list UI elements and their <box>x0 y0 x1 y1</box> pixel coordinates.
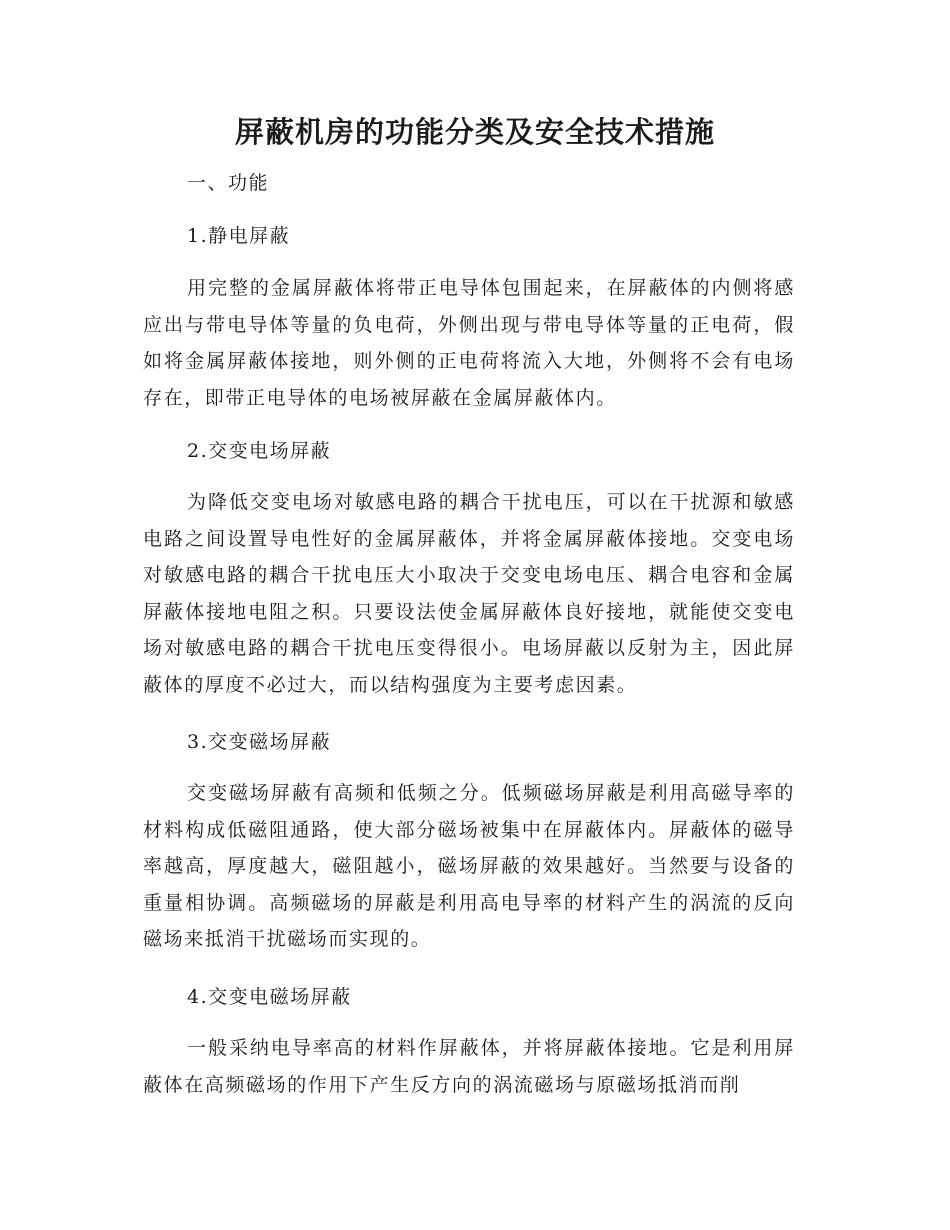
paragraph-ac-magnetic: 交变磁场屏蔽有高频和低频之分。低频磁场屏蔽是利用高磁导率的材料构成低磁阻通路，使大部分磁场被集中在屏蔽体内。屏蔽体的磁导率越高，厚度越大，磁阻越小，磁场屏蔽的效果越好。当然要与设备的重量相协调。高频磁场的屏蔽是利用高电导率的材料产生的涡流的反向磁场来抵消干扰磁场而实现的。 <box>143 782 795 950</box>
section-heading: 一、功能 <box>187 172 270 194</box>
subsection-heading-ac-electromagnetic: 4.交变电磁场屏蔽 <box>187 986 352 1008</box>
subsection-heading-electrostatic: 1.静电屏蔽 <box>187 225 291 247</box>
subsection-heading-ac-magnetic: 3.交变磁场屏蔽 <box>187 731 332 753</box>
paragraph-ac-electromagnetic: 一般采纳电导率高的材料作屏蔽体，并将屏蔽体接地。它是利用屏蔽体在高频磁场的作用下产生反方向的涡流磁场与原磁场抵消而削 <box>143 1037 795 1096</box>
paragraph-ac-electric: 为降低交变电场对敏感电路的耦合干扰电压，可以在干扰源和敏感电路之间设置导电性好的金属屏蔽体，并将金属屏蔽体接地。交变电场对敏感电路的耦合干扰电压大小取决于交变电场电压、耦合电容和金属屏蔽体接地电阻之积。只要设法使金属屏蔽体良好接地，就能使交变电场对敏感电路的耦合干扰电压变得很小。电场屏蔽以反射为主，因此屏蔽体的厚度不必过大，而以结构强度为主要考虑因素。 <box>143 491 795 696</box>
document-title: 屏蔽机房的功能分类及安全技术措施 <box>234 115 715 149</box>
paragraph-electrostatic: 用完整的金属屏蔽体将带正电导体包围起来，在屏蔽体的内侧将感应出与带电导体等量的负电荷，外侧出现与带电导体等量的正电荷，假如将金属屏蔽体接地，则外侧的正电荷将流入大地，外侧将不会有电场存在，即带正电导体的电场被屏蔽在金属屏蔽体内。 <box>143 277 795 409</box>
subsection-heading-ac-electric: 2.交变电场屏蔽 <box>187 440 332 462</box>
